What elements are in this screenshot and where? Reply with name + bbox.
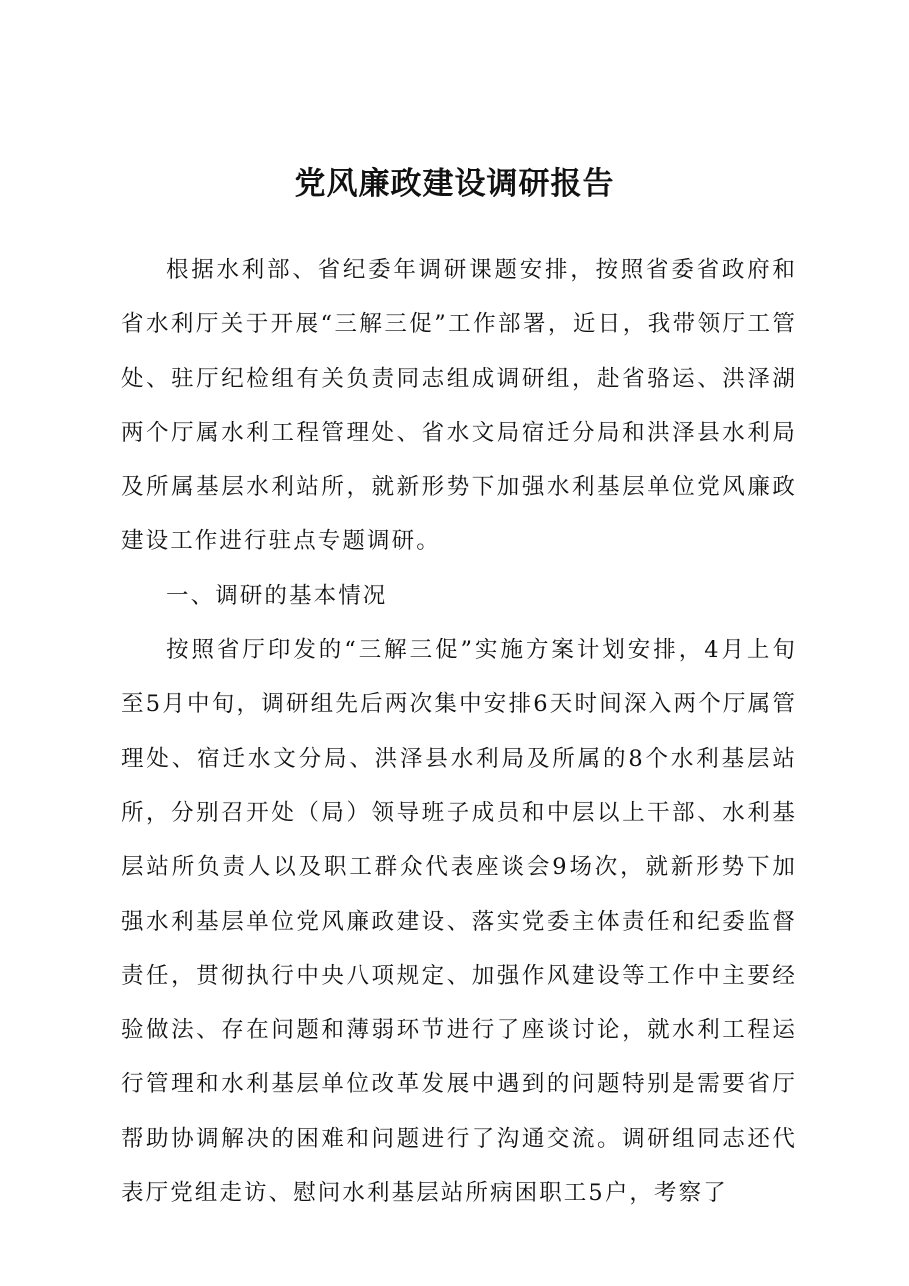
paragraph-intro: 根据水利部、省纪委年调研课题安排，按照省委省政府和省水利厅关于开展“三解三促”工作部署，近日，我带领厅工管处、驻厅纪检组有关负责同志组成调研组，赴省骆运、洪泽湖两个厅属水利工程管理处、省水文局宿迁分局和洪泽县水利局及所属基层水利站所，就新形势下加强水利基层单位党风廉政建设工作进行驻点专题调研。 <box>121 257 797 555</box>
document-title: 党风廉政建设调研报告 <box>294 166 615 202</box>
section-heading-1: 一、调研的基本情况 <box>166 582 388 609</box>
paragraph-basic-situation: 按照省厅印发的“三解三促”实施方案计划安排，4月上旬至5月中旬，调研组先后两次集中安排6天时间深入两个厅属管理处、宿迁水文分局、洪泽县水利局及所属的8个水利基层站所，分别召开处（局）领导班子成员和中层以上干部、水利基层站所负责人以及职工群众代表座谈会9场次，就新形势下加强水利基层单位党风廉政建设、落实党委主体责任和纪委监督责任，贯彻执行中央八项规定、加强作风建设等工作中主要经验做法、存在问题和薄弱环节进行了座谈讨论，就水利工程运行管理和水利基层单位改革发展中遇到的问题特别是需要省厅帮助协调解决的困难和问题进行了沟通交流。调研组同志还代表厅党组走访、慰问水利基层站所病困职工5户，考察了 <box>121 637 797 1207</box>
document-body <box>121 243 797 1220</box>
